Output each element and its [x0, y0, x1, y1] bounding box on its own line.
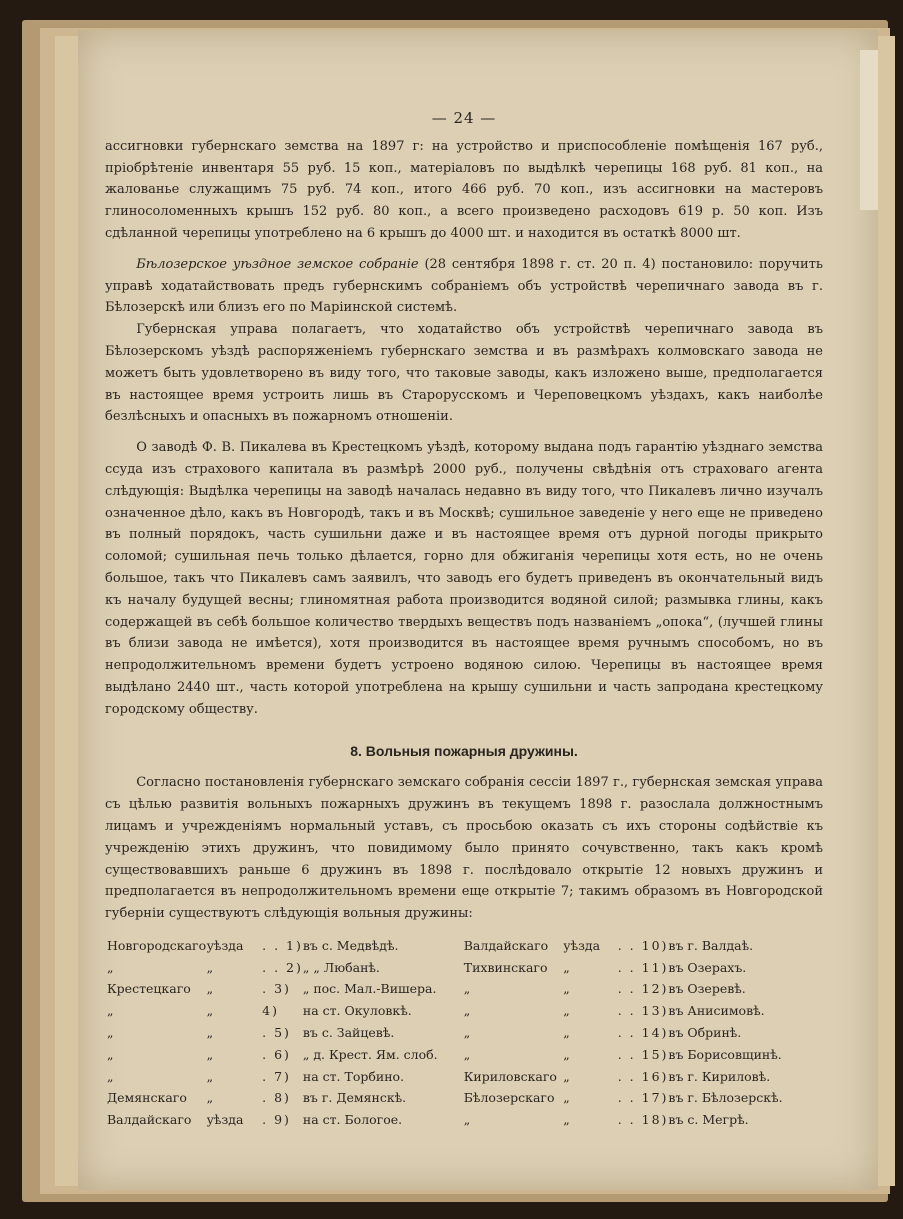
brigade-cell-r-word: „	[563, 959, 570, 975]
paragraph-belozersk	[105, 254, 823, 319]
brigade-row	[105, 1066, 823, 1088]
brigades-table	[105, 935, 823, 1131]
belozersk-assembly-name: Бѣлозерское уѣздное земское собраніе	[136, 256, 419, 272]
brigade-cell-l-place: „ пос. Мал.-Вишера.	[302, 981, 437, 997]
brigade-row	[105, 1109, 823, 1131]
brigade-cell-l-uezd: Валдайскаго	[107, 1112, 192, 1128]
brigade-cell-l-word: „	[206, 981, 214, 997]
brigade-row	[105, 978, 823, 1000]
brigade-cell-r-num: . . 15)	[617, 1046, 669, 1062]
section-title: 8. Вольныя пожарныя дружины.	[350, 742, 578, 759]
brigade-cell-l-uezd: „	[107, 959, 114, 975]
brigade-cell-r-num: . . 18)	[617, 1112, 669, 1128]
brigade-cell-l-num: . . 2)	[262, 959, 303, 975]
brigade-cell-r-place: въ г. Валдаѣ.	[668, 937, 754, 953]
brigade-cell-r-place: въ Анисимовѣ.	[668, 1003, 765, 1019]
brigade-cell-l-place: на ст. Торбино.	[302, 1068, 405, 1084]
brigade-cell-r-uezd: Валдайскаго	[463, 937, 549, 953]
brigade-cell-l-num: . 5)	[262, 1025, 291, 1041]
brigade-cell-l-num: 4)	[262, 1003, 279, 1019]
brigade-cell-l-place: въ г. Демянскѣ.	[302, 1090, 407, 1106]
brigade-cell-r-place: въ г. Бѣлозерскѣ.	[668, 1090, 783, 1106]
brigade-cell-r-num: . . 10)	[617, 937, 669, 953]
brigade-cell-r-place: въ Озеревѣ.	[668, 981, 746, 997]
brigade-cell-l-place: въ с. Зайцевѣ.	[302, 1025, 395, 1041]
page-tab	[860, 50, 878, 210]
brigade-cell-l-place: на ст. Окуловкѣ.	[302, 1003, 412, 1019]
brigade-cell-l-word: „	[206, 1046, 214, 1062]
brigade-cell-r-word: „	[563, 1068, 570, 1084]
brigade-cell-r-uezd: Кириловскаго	[463, 1068, 557, 1084]
brigade-cell-l-place: „ д. Крест. Ям. слоб.	[302, 1046, 438, 1062]
brigade-cell-r-uezd: „	[463, 981, 471, 997]
paragraph-assignments: ассигновки губернскаго земства на 1897 г: на устройство и приспособленіе помѣщенія 167 руб., пріобрѣтеніе инвентаря 55 руб. 15 коп., матеріаловъ по выдѣлкѣ черепицы 168 руб. 81 коп., на жалованье служащимъ 75 руб. 74 коп., итого 466 руб. 70 коп., изъ ассигновки на мастеровъ глиносоломенныхъ крышъ 152 руб. 80 коп., а всего произведено расходовъ 619 р. 50 коп. Изъ сдѣланной черепицы употреблено на 6 крышъ до 4000 шт. и находится въ остаткѣ 8000 шт.	[105, 138, 823, 241]
brigade-cell-l-word: уѣзда	[206, 937, 244, 953]
brigade-cell-r-num: . . 12)	[617, 981, 669, 997]
brigade-cell-r-uezd: „	[463, 1112, 471, 1128]
brigade-cell-l-uezd: Демянскаго	[107, 1090, 187, 1106]
brigade-row	[105, 1022, 823, 1044]
brigade-cell-l-num: . 6)	[262, 1046, 291, 1062]
brigade-row	[105, 1044, 823, 1066]
brigade-cell-r-word: „	[563, 1090, 570, 1106]
page-number: — 24 —	[431, 109, 497, 127]
brigade-cell-r-uezd: „	[463, 1046, 471, 1062]
brigade-cell-r-place: въ Обринѣ.	[668, 1025, 742, 1041]
brigade-cell-l-place: на ст. Бологое.	[302, 1112, 403, 1128]
brigade-cell-l-word: „	[206, 959, 214, 975]
brigade-cell-r-place: въ с. Мегрѣ.	[668, 1112, 749, 1128]
brigade-row	[105, 1000, 823, 1022]
paragraph-fire-brigades: Согласно постановленія губернскаго земскаго собранія сессіи 1897 г., губернская земская управа съ цѣлью развитія вольныхъ пожарныхъ дружинъ въ текущемъ 1898 г. разослала должностнымъ лицамъ и учрежденіямъ нормальный уставъ, съ просьбою оказать съ ихъ стороны содѣйствіе къ учрежденію этихъ дружинъ, что повидимому было принято сочувственно, такъ какъ кромѣ существовавшихъ раньше 6 дружинъ въ 1898 г. послѣдовало открытіе 12 новыхъ дружинъ и предполагается въ непродолжительномъ времени еще открытіе 7; такимъ образомъ въ Новгородской губерніи существуютъ слѣдующія вольныя дружины:	[105, 775, 823, 922]
brigade-row	[105, 957, 823, 979]
belozersk-text: (28 сентября 1898 г. ст. 20 п. 4) постановило: поручить управѣ ходатайствовать предъ губернскимъ собраніемъ объ устройствѣ черепичнаго завода въ г. Бѣлозерскѣ или близъ его по Маріинской системѣ.	[105, 256, 823, 316]
brigade-cell-l-uezd: Крестецкаго	[107, 981, 191, 997]
paragraph-pikalev-factory: О заводѣ Ф. В. Пикалева въ Крестецкомъ уѣздѣ, которому выдана подъ гарантію уѣзднаго земства ссуда изъ страхового капитала въ размѣрѣ 2000 руб., получены свѣдѣнія отъ страховаго агента слѣдующія: Выдѣлка черепицы на заводѣ началась недавно въ виду того, что Пикалевъ лично изучалъ означенное дѣло, какъ въ Новгородѣ, такъ и въ Москвѣ; сушильное заведеніе у него еще не приведено въ полный порядокъ, часть сушильни даже и въ настоящее время отъ дурной погоды прикрыто соломой; сушильная печь только дѣлается, горно для обжиганія черепицы хотя есть, но не очень большое, такъ что Пикалевъ самъ заявилъ, что заводъ его будетъ приведенъ въ окончательный видъ къ началу будущей весны; глиномятная работа производится водяной силой; размывка глины, какъ содержащей въ себѣ большое количество твердыхъ веществъ подъ названіемъ „опока“, (лучшей глины въ близи завода не имѣется), хотя производится въ настоящее время ручнымъ способомъ, но въ непродолжительномъ времени будетъ устроено водяною силою. Черепицы въ настоящее время выдѣлано 2440 шт., часть которой употреблена на крышу сушильни и часть запродана крестецкому городскому обществу.	[105, 440, 823, 717]
brigade-cell-r-uezd: „	[463, 1003, 471, 1019]
brigade-cell-l-word: „	[206, 1068, 214, 1084]
brigade-cell-r-word: „	[563, 1025, 570, 1041]
brigade-cell-r-place: въ г. Кириловѣ.	[668, 1068, 771, 1084]
paragraph-gubernskaya-uprava: Губернская управа полагаетъ, что ходатайство объ устройствѣ черепичнаго завода въ Бѣлозерскомъ уѣздѣ распоряженіемъ губернскаго земства и въ размѣрахъ колмовскаго завода не можетъ быть удовлетворено въ виду того, что таковые заводы, какъ изложено выше, предполагается въ настоящее время устроить лишь въ Старорусскомъ и Череповецкомъ уѣздахъ, какъ наиболѣе безлѣсныхъ и опасныхъ въ пожарномъ отношеніи.	[105, 322, 823, 425]
brigade-cell-r-num: . . 17)	[617, 1090, 669, 1106]
brigade-cell-r-num: . . 11)	[617, 959, 669, 975]
brigade-cell-l-word: „	[206, 1025, 214, 1041]
brigade-cell-r-word: „	[563, 1003, 570, 1019]
brigade-cell-r-word: „	[563, 1112, 570, 1128]
brigade-row	[105, 935, 823, 957]
brigade-cell-l-uezd: „	[107, 1068, 114, 1084]
brigade-cell-l-uezd: „	[107, 1025, 114, 1041]
brigade-cell-r-num: . . 13)	[617, 1003, 669, 1019]
brigade-cell-r-word: „	[563, 981, 570, 997]
brigade-cell-l-num: . 9)	[262, 1112, 291, 1128]
page-text	[105, 108, 823, 1131]
brigade-cell-r-word: уѣзда	[563, 937, 601, 953]
brigade-cell-l-word: „	[206, 1090, 214, 1106]
brigade-cell-l-num: . 8)	[262, 1090, 291, 1106]
brigade-cell-l-word: „	[206, 1003, 214, 1019]
brigade-cell-r-uezd: Тихвинскаго	[463, 959, 548, 975]
brigade-cell-r-num: . . 16)	[617, 1068, 669, 1084]
brigade-cell-l-place: въ с. Медвѣдѣ.	[302, 937, 399, 953]
brigade-row	[105, 1087, 823, 1109]
brigade-cell-l-uezd: „	[107, 1003, 114, 1019]
brigade-cell-r-place: въ Борисовщинѣ.	[668, 1046, 782, 1062]
brigade-cell-r-place: въ Озерахъ.	[668, 959, 747, 975]
brigade-cell-r-word: „	[563, 1046, 570, 1062]
brigade-cell-l-num: . . 1)	[262, 937, 303, 953]
brigade-cell-r-uezd: „	[463, 1025, 471, 1041]
brigade-cell-l-uezd: „	[107, 1046, 114, 1062]
brigade-cell-l-uezd: Новгородскаго	[107, 937, 207, 953]
brigade-cell-l-place: „ „ Любанѣ.	[302, 959, 380, 975]
brigade-cell-r-num: . . 14)	[617, 1025, 669, 1041]
brigade-cell-l-num: . 7)	[262, 1068, 291, 1084]
brigade-cell-l-word: уѣзда	[206, 1112, 244, 1128]
brigade-cell-l-num: . 3)	[262, 981, 291, 997]
brigade-cell-r-uezd: Бѣлозерскаго	[463, 1090, 555, 1106]
